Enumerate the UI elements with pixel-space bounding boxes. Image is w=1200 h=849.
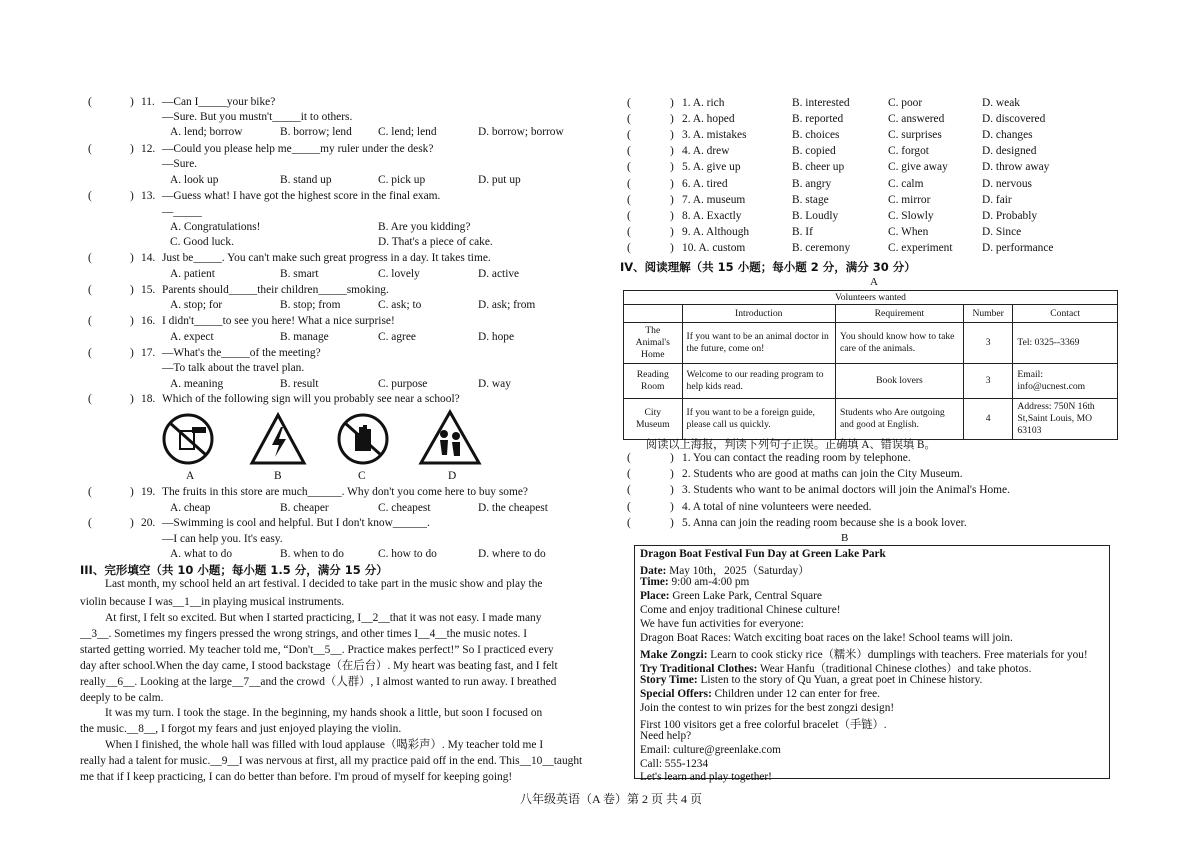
answer-paren-close: ) <box>670 113 674 126</box>
answer-paren-open: ( <box>88 486 92 498</box>
cloze-option: C. calm <box>888 177 924 190</box>
option: C. agree <box>378 331 416 343</box>
question-number: 18. <box>141 393 156 405</box>
table-header-row <box>624 305 1118 323</box>
cloze-option: 5. A. give up <box>682 161 741 174</box>
no-littering-sign-icon <box>158 411 218 467</box>
cloze-option: B. reported <box>792 113 844 126</box>
cloze-option: C. answered <box>888 113 945 126</box>
cloze-option: D. discovered <box>982 113 1046 126</box>
answer-paren-close: ) <box>670 225 674 238</box>
answer-paren-close: ) <box>670 161 674 174</box>
question-stem: —Could you please help me_____my ruler under the desk? <box>162 143 434 155</box>
cloze-option: B. If <box>792 225 813 238</box>
answer-paren-close: ) <box>130 347 134 359</box>
cloze-option: 3. A. mistakes <box>682 129 747 142</box>
question-stem: —What's the_____of the meeting? <box>162 347 321 359</box>
offers-label: Special Offers: <box>640 688 712 700</box>
cloze-option: C. experiment <box>888 241 953 254</box>
option: B. manage <box>280 331 329 343</box>
question-number: 16. <box>141 315 156 327</box>
passage-line: me that if I keep practicing, I can do better than before. I'm proud of myself for keeping going! <box>80 771 513 783</box>
table-cell: Students who Are outgoing and good at English. <box>836 399 964 440</box>
tf-item: 2. Students who are good at maths can join the City Museum. <box>682 468 963 481</box>
question-stem: Just be_____. You can't make such great progress in a day. It takes time. <box>162 252 491 264</box>
option: C. cheapest <box>378 502 431 514</box>
option: B. when to do <box>280 548 344 560</box>
cloze-option: C. forgot <box>888 145 929 158</box>
option: A. expect <box>170 331 214 343</box>
passage-line: When I finished, the whole hall was filled with loud applause（喝彩声）. My teacher told me I <box>105 739 544 751</box>
question-number: 13. <box>141 190 156 202</box>
cloze-option: 4. A. drew <box>682 145 730 158</box>
option: B. result <box>280 378 319 390</box>
answer-paren-open: ( <box>627 500 631 513</box>
cloze-option: C. give away <box>888 161 948 174</box>
answer-paren-open: ( <box>88 96 92 108</box>
option: B. smart <box>280 268 319 280</box>
sign-label: C <box>358 470 366 482</box>
time-label: Time: <box>640 576 669 588</box>
answer-paren-open: ( <box>627 193 631 206</box>
option: D. hope <box>478 331 515 343</box>
section-4-title: IV、阅读理解（共 15 小题；每小题 2 分，满分 30 分） <box>620 260 916 274</box>
answer-paren-close: ) <box>670 97 674 109</box>
cloze-option: B. choices <box>792 129 840 142</box>
passage-line: the music.__8__, I forgot my fears and just enjoyed playing the violin. <box>80 723 402 735</box>
school-children-crossing-sign-icon <box>418 409 482 467</box>
poster-closing: Let's learn and play together! <box>640 771 772 783</box>
option: A. meaning <box>170 378 224 390</box>
question-sub-line: —Sure. But you mustn't_____it to others. <box>162 111 353 123</box>
poster-date: May 10th，2025（Saturday） <box>669 565 810 577</box>
answer-paren-open: ( <box>627 145 631 158</box>
question-stem: The fruits in this store are much______. Why don't you come here to buy some? <box>162 486 528 498</box>
cloze-option: 7. A. museum <box>682 193 746 206</box>
question-sub-line: —To talk about the travel plan. <box>162 362 305 374</box>
table-cell: Email: info@ucnest.com <box>1013 364 1118 399</box>
table-cell: City Museum <box>624 399 683 440</box>
table-row <box>624 323 1118 364</box>
cloze-option: B. interested <box>792 97 850 109</box>
question-stem: —Can I_____your bike? <box>162 96 276 108</box>
poster-call: Call: 555-1234 <box>640 758 709 770</box>
cloze-option: 9. A. Although <box>682 225 750 238</box>
table-cell: You should know how to take care of the animals. <box>836 323 964 364</box>
question-number: 19. <box>141 486 156 498</box>
option: C. how to do <box>378 548 437 560</box>
passage-line: Last month, my school held an art festival. I decided to take part in the music show and play the <box>105 578 543 590</box>
option: B. Are you kidding? <box>378 221 471 233</box>
answer-paren-open: ( <box>627 161 631 174</box>
poster-have: We have fun activities for everyone: <box>640 618 804 630</box>
page-footer: 八年级英语（A 卷）第 2 页 共 4 页 <box>520 792 703 806</box>
answer-paren-open: ( <box>627 241 631 254</box>
answer-paren-close: ) <box>130 252 134 264</box>
tf-item: 5. Anna can join the reading room because she is a book lover. <box>682 516 967 529</box>
answer-paren-close: ) <box>130 517 134 529</box>
answer-paren-open: ( <box>627 468 631 481</box>
answer-paren-open: ( <box>627 209 631 222</box>
tf-item: 1. You can contact the reading room by telephone. <box>682 452 911 464</box>
option: D. way <box>478 378 511 390</box>
answer-paren-close: ) <box>670 177 674 190</box>
question-sub-line: —_____ <box>162 206 202 218</box>
answer-paren-close: ) <box>670 241 674 254</box>
volunteers-table <box>623 290 1118 440</box>
answer-paren-open: ( <box>627 452 631 464</box>
option: A. look up <box>170 174 219 186</box>
answer-paren-open: ( <box>627 225 631 238</box>
high-voltage-warning-sign-icon <box>248 411 308 467</box>
table-cell: 4 <box>963 399 1013 440</box>
cloze-option: D. performance <box>982 241 1054 254</box>
option: A. lend; borrow <box>170 126 243 138</box>
cloze-option: D. throw away <box>982 161 1050 174</box>
cloze-option: C. surprises <box>888 129 942 142</box>
tf-item: 3. Students who want to be animal doctors will join the Animal's Home. <box>682 484 1010 497</box>
table-header-cell: Requirement <box>836 305 964 323</box>
cloze-option: D. Since <box>982 225 1022 238</box>
option: A. patient <box>170 268 215 280</box>
option: A. cheap <box>170 502 211 514</box>
option: B. borrow; lend <box>280 126 352 138</box>
question-stem: I didn't_____to see you here! What a nice surprise! <box>162 315 395 327</box>
answer-paren-close: ) <box>130 143 134 155</box>
option: C. Good luck. <box>170 236 234 248</box>
option: D. active <box>478 268 520 280</box>
passage-line: really__6__. Looking at the large__7__and the crowd（人群）, I almost wanted to run away. I breathed <box>80 676 557 688</box>
option: D. where to do <box>478 548 546 560</box>
cloze-option: D. Probably <box>982 209 1038 222</box>
passage-line: At first, I felt so excited. But when I started practicing, I__2__that it was not easy. I made many <box>105 612 542 624</box>
table-cell: Welcome to our reading program to help kids read. <box>682 364 835 399</box>
poster-bracelet: First 100 visitors get a free colorful bracelet（手链）. <box>640 719 887 731</box>
poster-clothes: Wear Hanfu（traditional Chinese clothes）and take photos. <box>760 663 1032 675</box>
cloze-option: 2. A. hoped <box>682 113 735 126</box>
option: C. pick up <box>378 174 426 186</box>
sign-label: D <box>448 470 457 482</box>
passage-line: __3__. Sometimes my fingers pressed the wrong strings, and other times I__4__the music notes. I <box>80 628 528 640</box>
cloze-option: D. designed <box>982 145 1037 158</box>
poster-time: 9:00 am-4:00 pm <box>671 576 750 588</box>
answer-paren-close: ) <box>670 193 674 206</box>
answer-paren-close: ) <box>130 393 134 405</box>
cloze-option: B. Loudly <box>792 209 839 222</box>
question-number: 14. <box>141 252 156 264</box>
tf-item: 4. A total of nine volunteers were needed. <box>682 500 872 513</box>
sign-label: B <box>274 470 282 482</box>
poster-story: Listen to the story of Qu Yuan, a great poet in Chinese history. <box>700 674 983 686</box>
poster-come: Come and enjoy traditional Chinese culture! <box>640 604 841 616</box>
sign-label: A <box>186 470 195 482</box>
option: A. Congratulations! <box>170 221 261 233</box>
answer-paren-open: ( <box>88 190 92 202</box>
table-header-cell <box>624 305 683 323</box>
cloze-option: C. mirror <box>888 193 931 206</box>
table-header-cell: Introduction <box>682 305 835 323</box>
option: C. lend; lend <box>378 126 437 138</box>
cloze-option: D. nervous <box>982 177 1032 190</box>
cloze-option: D. fair <box>982 193 1012 206</box>
cloze-option: 8. A. Exactly <box>682 209 742 222</box>
option: A. what to do <box>170 548 233 560</box>
table-cell: If you want to be a foreign guide, please call us quickly. <box>682 399 835 440</box>
option: A. stop; for <box>170 299 223 311</box>
passage-line: started getting worried. My teacher told me, “Don't__5__. Practice makes perfect!” So I practiced every <box>80 644 554 656</box>
answer-paren-close: ) <box>670 468 674 481</box>
option: D. That's a piece of cake. <box>378 236 493 248</box>
answer-paren-close: ) <box>670 516 674 529</box>
answer-paren-close: ) <box>670 452 674 464</box>
answer-paren-open: ( <box>88 347 92 359</box>
question-stem: —Guess what! I have got the highest score in the final exam. <box>162 190 441 202</box>
question-stem: Parents should_____their children_____smoking. <box>162 284 389 296</box>
answer-paren-open: ( <box>88 315 92 327</box>
answer-paren-close: ) <box>670 145 674 158</box>
answer-paren-open: ( <box>88 284 92 296</box>
zongzi-label: Make Zongzi: <box>640 649 708 661</box>
question-number: 15. <box>141 284 156 296</box>
table-title: Volunteers wanted <box>624 291 1118 305</box>
answer-paren-open: ( <box>627 97 631 109</box>
story-label: Story Time: <box>640 674 698 686</box>
question-number: 12. <box>141 143 156 155</box>
passage-line: day after school.When the day came, I stood backstage（在后台）. My heart was beating fast, and I felt <box>80 660 558 672</box>
option: D. ask; from <box>478 299 536 311</box>
table-cell: Reading Room <box>624 364 683 399</box>
answer-paren-open: ( <box>627 113 631 126</box>
poster-place: Green Lake Park, Central Square <box>672 590 822 602</box>
option: D. borrow; borrow <box>478 126 564 138</box>
question-number: 20. <box>141 517 156 529</box>
cloze-option: B. stage <box>792 193 829 206</box>
answer-paren-close: ) <box>130 486 134 498</box>
cloze-option: C. When <box>888 225 929 238</box>
poster-help: Need help? <box>640 730 692 742</box>
answer-paren-close: ) <box>670 209 674 222</box>
cloze-option: 1. A. rich <box>682 97 725 109</box>
question-stem: Which of the following sign will you probably see near a school? <box>162 393 460 405</box>
option: B. cheaper <box>280 502 329 514</box>
section-3-title: III、完形填空（共 10 小题；每小题 1.5 分，满分 15 分） <box>80 563 388 577</box>
answer-paren-open: ( <box>88 393 92 405</box>
answer-paren-open: ( <box>88 143 92 155</box>
cloze-option: B. cheer up <box>792 161 845 174</box>
table-row <box>624 399 1118 440</box>
question-number: 17. <box>141 347 156 359</box>
option: C. purpose <box>378 378 428 390</box>
option: C. lovely <box>378 268 420 280</box>
answer-paren-open: ( <box>627 484 631 497</box>
cloze-option: D. changes <box>982 129 1033 142</box>
passage-line: It was my turn. I took the stage. In the beginning, my hands shook a little, but soon I focused on <box>105 707 543 719</box>
table-cell: Address: 750N 16th St,Saint Louis, MO 63103 <box>1013 399 1118 440</box>
cloze-option: D. weak <box>982 97 1020 109</box>
option: B. stand up <box>280 174 332 186</box>
option: D. the cheapest <box>478 502 548 514</box>
answer-paren-open: ( <box>627 129 631 142</box>
question-sub-line: —I can help you. It's easy. <box>162 533 283 545</box>
answer-paren-open: ( <box>627 516 631 529</box>
answer-paren-close: ) <box>670 484 674 497</box>
cloze-option: 10. A. custom <box>682 241 746 254</box>
answer-paren-close: ) <box>130 315 134 327</box>
answer-paren-open: ( <box>88 517 92 529</box>
question-stem: —Swimming is cool and helpful. But I don't know______. <box>162 517 430 529</box>
cloze-option: C. Slowly <box>888 209 934 222</box>
cloze-option: B. angry <box>792 177 832 190</box>
place-label: Place: <box>640 590 670 602</box>
option: C. ask; to <box>378 299 422 311</box>
table-cell: Tel: 0325--3369 <box>1013 323 1118 364</box>
answer-paren-open: ( <box>88 252 92 264</box>
poster-email: Email: culture@greenlake.com <box>640 744 781 756</box>
answer-paren-close: ) <box>130 284 134 296</box>
table-cell: 3 <box>963 364 1013 399</box>
poster-offers: Children under 12 can enter for free. <box>714 688 880 700</box>
passage-line: violin because I was__1__in playing musical instruments. <box>80 596 345 608</box>
tf-instruction: 阅读以上海报，判读下列句子正误。正确填 A、错误填 B。 <box>646 439 936 451</box>
table-header-cell: Number <box>963 305 1013 323</box>
date-label: Date: <box>640 565 667 577</box>
cloze-option: C. poor <box>888 97 923 109</box>
cloze-option: 6. A. tired <box>682 177 728 190</box>
answer-paren-close: ) <box>670 129 674 142</box>
option: D. put up <box>478 174 521 186</box>
no-touching-sign-icon <box>333 411 393 467</box>
table-cell: If you want to be an animal doctor in the future, come on! <box>682 323 835 364</box>
poster-races: Dragon Boat Races: Watch exciting boat races on the lake! School teams will join. <box>640 632 1013 644</box>
table-cell: The Animal's Home <box>624 323 683 364</box>
table-cell: 3 <box>963 323 1013 364</box>
poster-contest: Join the contest to win prizes for the best zongzi design! <box>640 702 895 714</box>
question-number: 11. <box>141 96 155 108</box>
poster-title: Dragon Boat Festival Fun Day at Green Lake Park <box>640 548 886 560</box>
poster-zongzi: Learn to cook sticky rice（糯米）dumplings with teachers. Free materials for you! <box>710 649 1088 661</box>
passage-line: deeply to be calm. <box>80 692 164 704</box>
question-sub-line: —Sure. <box>162 158 198 170</box>
answer-paren-close: ) <box>130 190 134 202</box>
passage-a-label: A <box>870 276 878 288</box>
passage-b-label: B <box>841 532 849 544</box>
answer-paren-open: ( <box>627 177 631 190</box>
cloze-option: B. copied <box>792 145 836 158</box>
cloze-option: B. ceremony <box>792 241 851 254</box>
option: B. stop; from <box>280 299 341 311</box>
table-header-cell: Contact <box>1013 305 1118 323</box>
passage-line: really had a talent for music.__9__I was nervous at first, all my practice paid off in the end. This__10__taught <box>80 755 583 767</box>
table-row <box>624 364 1118 399</box>
answer-paren-close: ) <box>670 500 674 513</box>
clothes-label: Try Traditional Clothes: <box>640 663 758 675</box>
table-cell: Book lovers <box>836 364 964 399</box>
answer-paren-close: ) <box>130 96 134 108</box>
festival-poster <box>634 545 1110 783</box>
